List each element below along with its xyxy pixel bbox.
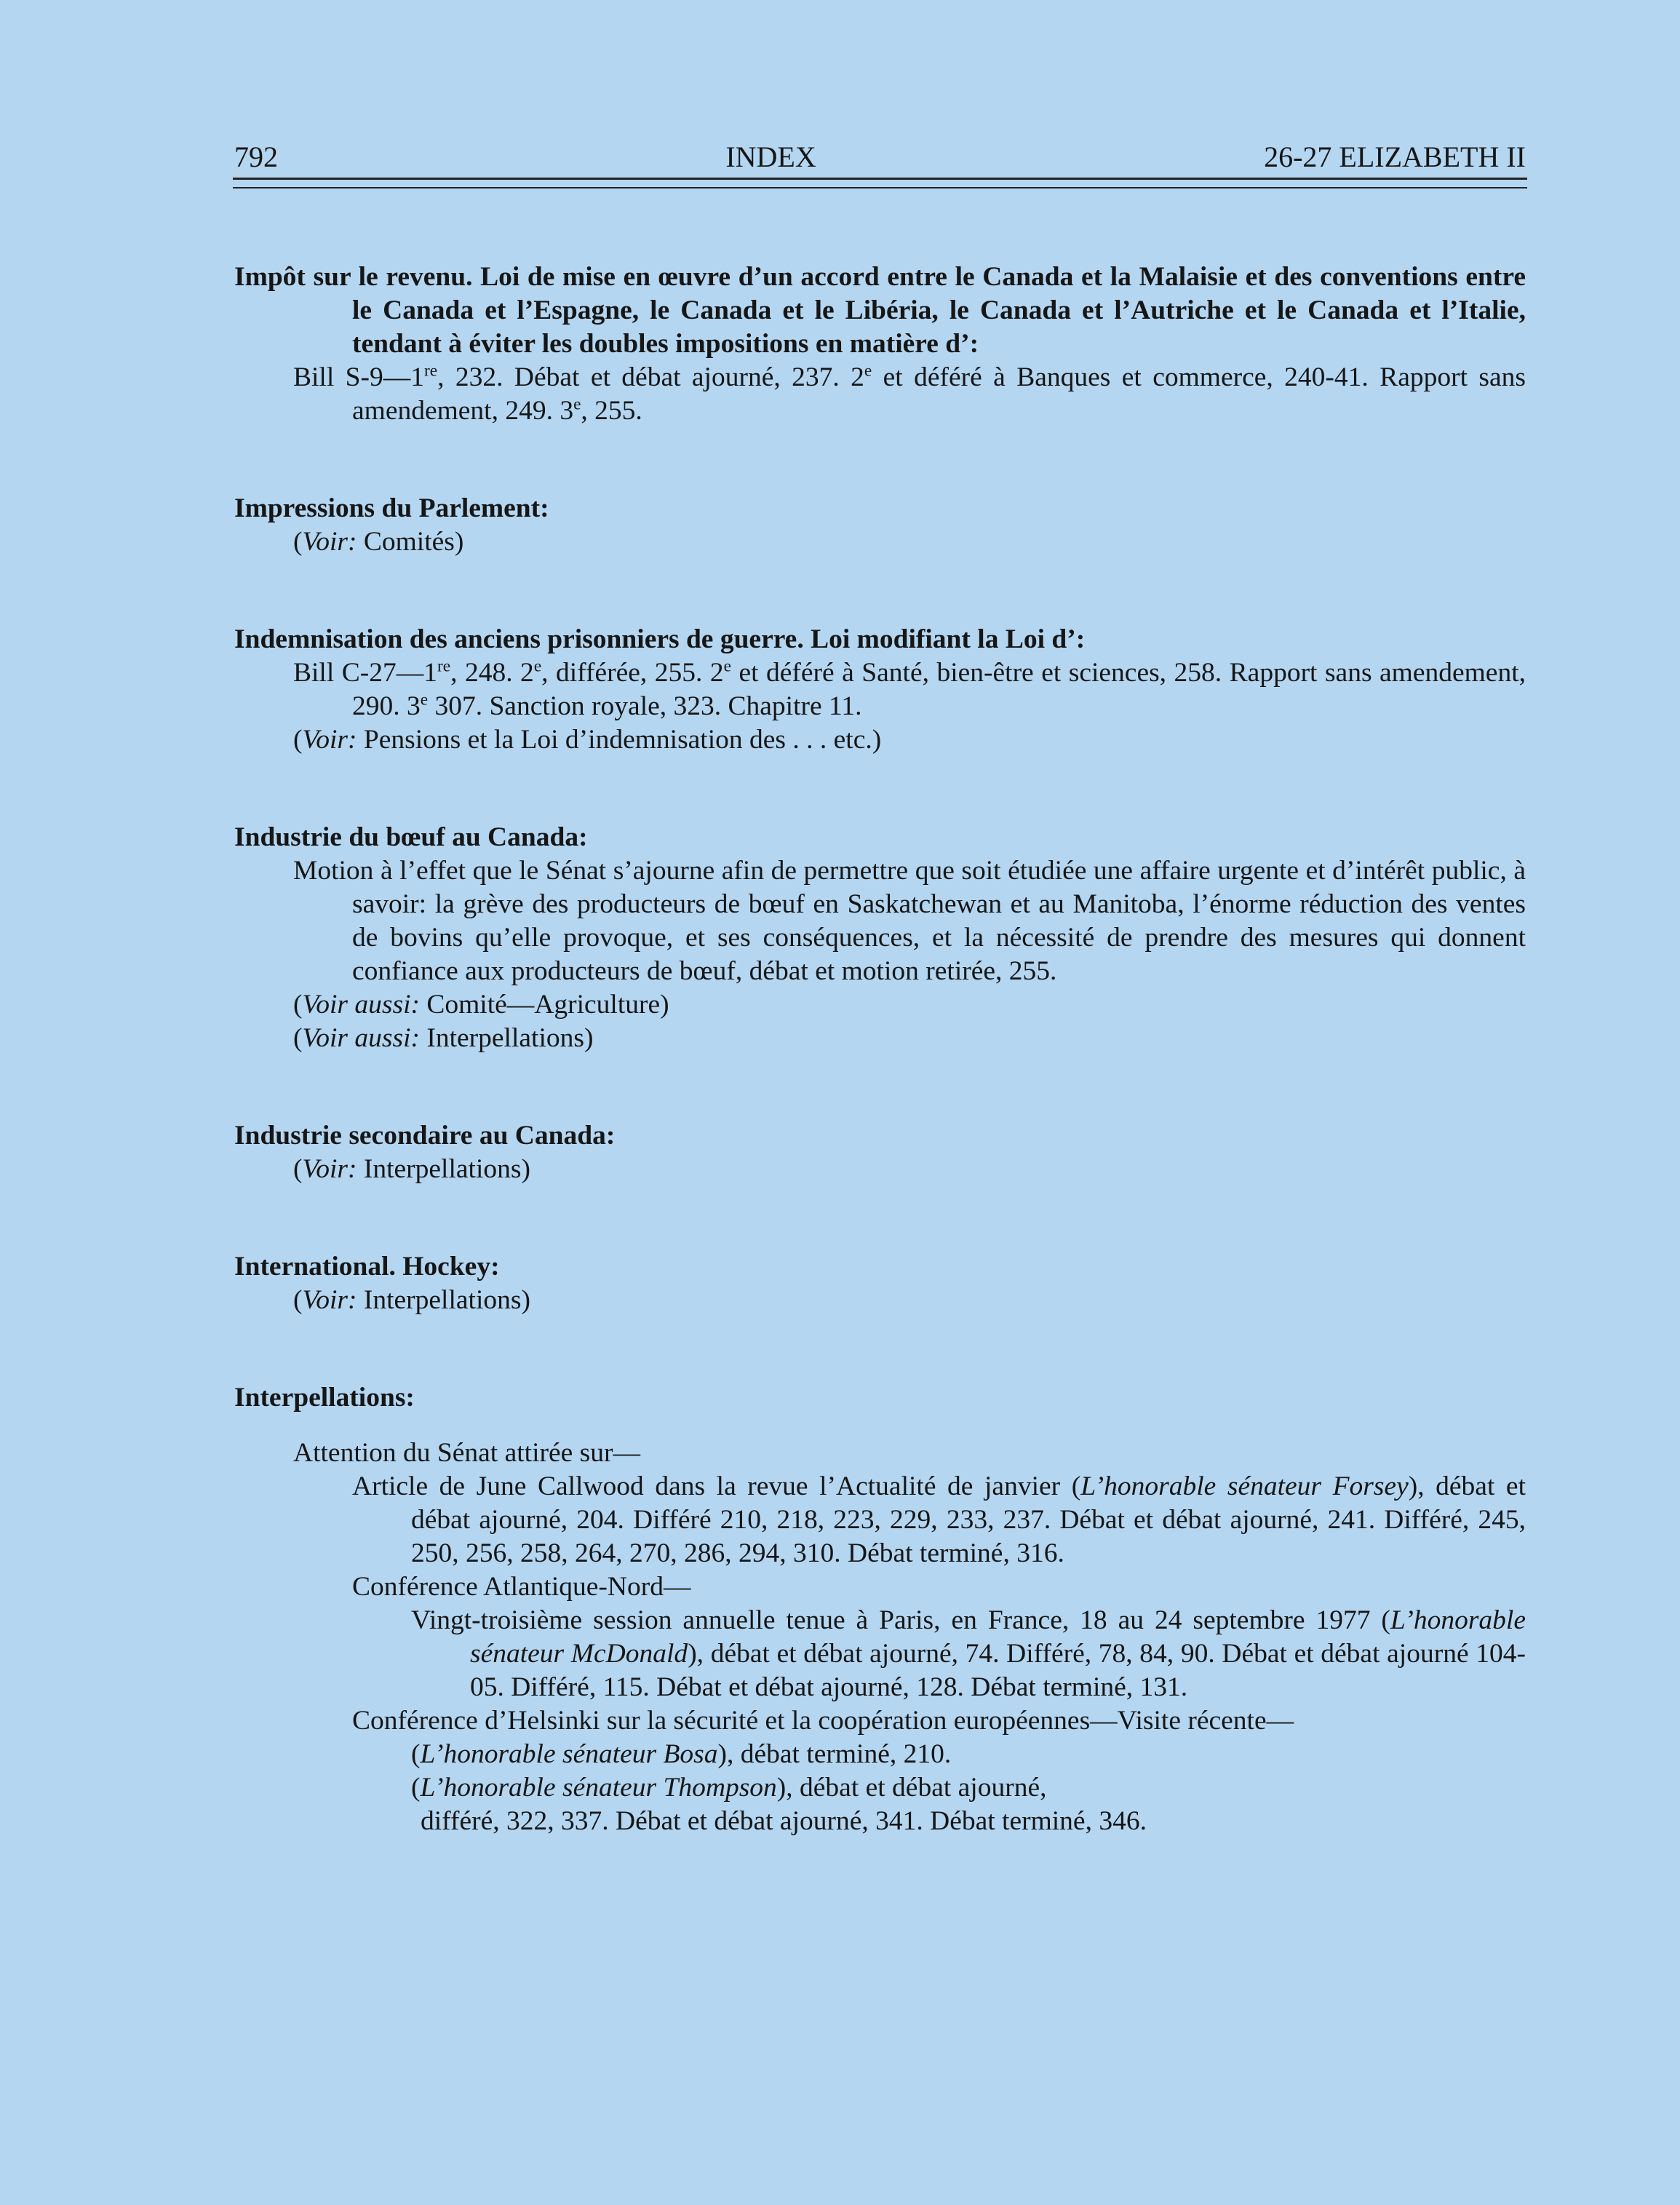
conference-atlantique-nord: Conférence Atlantique-Nord— (352, 1572, 691, 1602)
header-rule-top (233, 178, 1527, 180)
see-reference: (Voir: Pensions et la Loi d’indemnisation des . . . etc.) (293, 725, 882, 755)
bill-line: Bill S-9—1re, 232. Débat et débat ajourné, 237. 2e et déféré à Banques et commerce, 240-41. Rapport sans amendement, 249. 3e, 255. (293, 361, 1526, 426)
entry-heading: Indemnisation des anciens prisonniers de guerre. Loi modifiant la Loi d’: (234, 624, 1086, 654)
conference-helsinki: Conférence d’Helsinki sur la sécurité et la coopération européennes—Visite récente— (352, 1706, 1294, 1736)
entry-secondaire (234, 1119, 1526, 1186)
header-rule-bottom (233, 187, 1527, 188)
entry-heading: Interpellations: (234, 1383, 415, 1413)
entry-hockey (234, 1250, 1526, 1317)
see-reference: (Voir: Interpellations) (293, 1154, 530, 1184)
entry-heading: Industrie secondaire au Canada: (234, 1121, 616, 1151)
helsinki-thompson-continued: différé, 322, 337. Débat et débat ajourné, 341. Débat terminé, 346. (421, 1806, 1147, 1836)
entry-interpellations (234, 1381, 1526, 1838)
see-reference: (Voir: Comités) (293, 527, 464, 557)
entry-impressions (234, 492, 1526, 559)
reign-label: 26-27 ELIZABETH II (1264, 140, 1526, 173)
running-title: INDEX (725, 140, 816, 173)
entry-impot (234, 261, 1526, 428)
entry-indemnisation (234, 623, 1526, 757)
index-body (234, 261, 1526, 1838)
entry-boeuf (234, 821, 1526, 1055)
session-paris: Vingt-troisième session annuelle tenue à Paris, en France, 18 au 24 septembre 1977 (L’honorable sénateur McDonald), débat et débat ajourné, 74. Différé, 78, 84, 90. Débat et débat ajourné 104-05. Différé, 115. Débat et débat ajourné, 128. Débat terminé, 131. (411, 1605, 1526, 1702)
article-callwood: Article de June Callwood dans la revue l’Actualité de janvier (L’honorable sénateur Forsey), débat et débat ajourné, 204. Différé 210, 218, 223, 229, 233, 237. Débat et débat ajourné, 241. Différé, 245, 250, 256, 258, 264, 270, 286, 294, 310. Débat terminé, 316. (352, 1471, 1526, 1568)
helsinki-thompson: (L’honorable sénateur Thompson), débat et débat ajourné, (411, 1773, 1047, 1803)
page-number: 792 (234, 140, 278, 173)
entry-heading: Impressions du Parlement: (234, 493, 549, 523)
see-also-reference: (Voir aussi: Comité—Agriculture) (293, 990, 669, 1020)
attention-line: Attention du Sénat attirée sur— (293, 1438, 640, 1468)
entry-heading: International. Hockey: (234, 1252, 500, 1282)
see-also-reference: (Voir aussi: Interpellations) (293, 1023, 594, 1053)
running-head (234, 137, 1526, 178)
bill-line: Bill C-27—1re, 248. 2e, différée, 255. 2e et déféré à Santé, bien-être et sciences, 258. Rapport sans amendement, 290. 3e 307. Sanction royale, 323. Chapitre 11. (293, 656, 1526, 721)
entry-heading: Industrie du bœuf au Canada: (234, 822, 588, 852)
motion-text: Motion à l’effet que le Sénat s’ajourne afin de permettre que soit étudiée une affaire urgente et d’intérêt public, à savoir: la grève des producteurs de bœuf en Saskatchewan et au Manitoba, l’énorme réduction des ventes de bovins qu’elle provoque, et ses conséquences, et la nécessité de prendre des mesures qui donnent confiance aux producteurs de bœuf, débat et motion retirée, 255. (293, 856, 1526, 986)
see-reference: (Voir: Interpellations) (293, 1285, 530, 1315)
entry-heading: Impôt sur le revenu. Loi de mise en œuvre d’un accord entre le Canada et la Malaisie et des conventions entre le Canada et l’Espagne, le Canada et le Libéria, le Canada et l’Autriche et le Canada et l’Italie, tendant à éviter les doubles impositions en matière d’: (234, 262, 1526, 359)
helsinki-bosa: (L’honorable sénateur Bosa), débat terminé, 210. (411, 1739, 952, 1769)
